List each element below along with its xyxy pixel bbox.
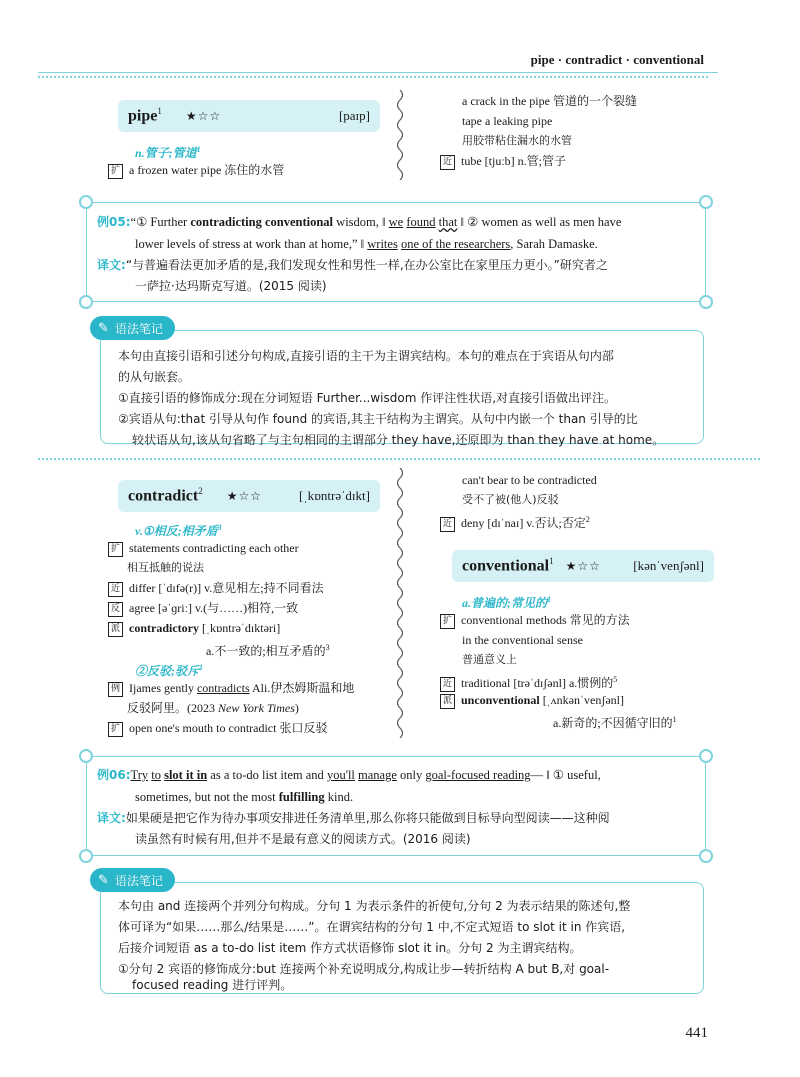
entry-box-conventional xyxy=(452,550,714,582)
example-phrase: a crack in the pipe 管道的一个裂缝 xyxy=(462,94,637,108)
entry-word: conventional$^1$ xyxy=(462,556,554,575)
translation-line: 一萨拉·达玛斯克写道。(2015 阅读) xyxy=(135,279,327,293)
extension-tag: 扩 xyxy=(440,614,455,629)
synonym-tag: 近 xyxy=(440,155,455,170)
frame-ornament xyxy=(79,749,93,763)
synonym-tag: 近 xyxy=(108,582,123,597)
frame-ornament xyxy=(79,295,93,309)
grammar-note-line: 的从句嵌套。 xyxy=(118,370,191,384)
column-divider xyxy=(395,468,405,738)
frame-ornament xyxy=(699,195,713,209)
pos-definition: ②反驳;驳斥$^1$ xyxy=(135,663,203,678)
derivative-tag: 派 xyxy=(440,694,455,709)
example-sentence-line: lower levels of stress at work than at home,” ‖ writes one of the researchers, Sarah Damaske. xyxy=(135,237,598,251)
example-translation: 用胶带粘住漏水的水管 xyxy=(462,134,572,147)
extension-tag: 扩 xyxy=(108,722,123,737)
example-sentence-line: 例06:Try to slot it in as a to-do list item and you'll manage only goal-focused reading— ‖ ① useful, xyxy=(97,768,601,782)
grammar-note-line: 后接介词短语 as a to-do list item 作方式状语修饰 slot it in。分句 2 为主谓宾结构。 xyxy=(118,941,582,955)
pos-definition: v.①相反;相矛盾$^3$ xyxy=(135,523,222,538)
pos-definition: n.管子;管道$^1$ xyxy=(135,145,201,160)
example-label: 例05: xyxy=(97,215,131,229)
phonetic: [kənˈvenʃənl] xyxy=(633,558,704,573)
synonym-line: 近 deny [dɪˈnaɪ] v.否认;否定$^2$ xyxy=(440,510,590,533)
extension-line: 扩 open one's mouth to contradict 张口反驳 xyxy=(108,718,327,738)
frame-ornament xyxy=(79,849,93,863)
grammar-note-line: 较状语从句,该从句省略了与主句相同的主谓部分 they have,还原即为 than they have at home。 xyxy=(132,433,665,447)
grammar-note-line: focused reading 进行评判。 xyxy=(132,978,293,992)
frame-ornament xyxy=(699,849,713,863)
extension-tag: 扩 xyxy=(108,164,123,179)
pen-icon: ✎ xyxy=(98,872,109,888)
translation-line: 读虽然有时候有用,但并不是最有意义的阅读方式。(2016 阅读) xyxy=(135,832,471,846)
header-rule xyxy=(38,72,718,73)
grammar-note-line: 本句由直接引语和引述分句构成,直接引语的主干为主谓宾结构。本句的难点在于宾语从句内部 xyxy=(118,349,614,363)
grammar-note-line: ①直接引语的修饰成分:现在分词短语 Further...wisdom 作评注性状语,对直接引语做出评注。 xyxy=(118,391,617,405)
column-divider xyxy=(395,90,405,180)
phonetic: [ˌkɒntrəˈdɪkt] xyxy=(298,488,370,503)
translation-label: 译文: xyxy=(97,258,126,272)
synonym-line: 近 differ [ˈdɪfə(r)] v.意见相左;持不同看法 xyxy=(108,578,324,598)
example-translation: 受不了被(他人)反驳 xyxy=(462,493,559,506)
antonym-tag: 反 xyxy=(108,602,123,617)
page-number: 441 xyxy=(685,1025,708,1041)
frequency-stars: ★☆☆ xyxy=(226,488,262,503)
example-phrase: can't bear to be contradicted xyxy=(462,473,597,487)
grammar-note-tab: ✎ 语法笔记 xyxy=(90,316,175,340)
grammar-note-line: ①分句 2 宾语的修饰成分:but 连接两个补充说明成分,构成让步—转折结构 A but B,对 goal- xyxy=(118,962,610,976)
example-sentence-line: 例05:“① Further contradicting conventional wisdom, ‖ we found that ‖ ② women as well as men have xyxy=(97,215,622,229)
entry-word: contradict$^2$ xyxy=(128,486,203,505)
translation-label: 译文: xyxy=(97,811,126,825)
frame-ornament xyxy=(699,749,713,763)
extension-translation: 相互抵触的说法 xyxy=(127,561,204,574)
frame-ornament xyxy=(79,195,93,209)
example-phrase: tape a leaking pipe xyxy=(462,114,553,128)
extension-tag: 扩 xyxy=(108,542,123,557)
entry-word: pipe$^1$ xyxy=(128,106,162,125)
grammar-note-line: 本句由 and 连接两个并列分句构成。分句 1 为表示条件的祈使句,分句 2 为表示结果的陈述句,整 xyxy=(118,899,631,913)
frame-ornament xyxy=(699,295,713,309)
derivative-meaning: a.不一致的;相互矛盾的$^3$ xyxy=(206,643,330,658)
grammar-note-line: ②宾语从句:that 引导从句作 found 的宾语,其主干结构为主谓宾。从句中内嵌一个 than 引导的比 xyxy=(118,412,638,426)
grammar-note-tab: ✎ 语法笔记 xyxy=(90,868,175,892)
antonym-line: 反 agree [əˈɡriː] v.(与……)相符,一致 xyxy=(108,598,298,618)
derivative-meaning: a.新奇的;不因循守旧的$^1$ xyxy=(553,715,677,730)
synonym-line: 近 traditional [trəˈdɪʃənl] a.惯例的$^5$ xyxy=(440,670,617,693)
example-label: 例06: xyxy=(97,768,131,782)
header-dotted-rule xyxy=(38,76,708,78)
synonym-tag: 近 xyxy=(440,677,455,692)
section-divider xyxy=(38,458,760,460)
running-header: pipe · contradict · conventional xyxy=(530,52,704,67)
synonym-tag: 近 xyxy=(440,517,455,532)
grammar-note-line: 体可译为“如果……那么/结果是……”。在谓宾结构的分句 1 中,不定式短语 to slot it in 作宾语, xyxy=(118,920,626,934)
synonym-line: 近 tube [tjuːb] n.管;管子 xyxy=(440,151,566,171)
extension-phrase: in the conventional sense xyxy=(462,633,583,647)
translation-line: 译文:“与普遍看法更加矛盾的是,我们发现女性和男性一样,在办公室比在家里压力更小。”研究者之 xyxy=(97,258,608,272)
extension-line: 扩 a frozen water pipe 冻住的水管 xyxy=(108,160,284,180)
derivative-tag: 派 xyxy=(108,622,123,637)
example-translation: 反驳阿里。(2023 New York Times) xyxy=(127,701,299,715)
example-tag: 例 xyxy=(108,682,123,697)
example-line: 例 Ijames gently contradicts Ali.伊杰姆斯温和地 xyxy=(108,678,354,698)
translation-line: 译文:如果硬是把它作为待办事项安排进任务清单里,那么你将只能做到目标导向型阅读——这种阅 xyxy=(97,811,610,825)
phonetic: [paɪp] xyxy=(338,108,370,123)
frequency-stars: ★☆☆ xyxy=(185,108,222,123)
pos-definition: a.普遍的;常见的$^1$ xyxy=(462,595,551,610)
pen-icon: ✎ xyxy=(98,320,109,336)
derivative-line: 派 contradictory [ˌkɒntrəˈdɪktəri] xyxy=(108,618,280,638)
example-sentence-line: sometimes, but not the most fulfilling kind. xyxy=(135,790,354,804)
entry-box-contradict xyxy=(118,480,380,512)
entry-box-pipe xyxy=(118,100,380,132)
derivative-line: 派 unconventional [ˌʌnkənˈvenʃənl] xyxy=(440,690,624,710)
extension-line: 扩 conventional methods 常见的方法 xyxy=(440,610,630,630)
extension-line: 扩 statements contradicting each other xyxy=(108,538,299,558)
extension-translation: 普通意义上 xyxy=(462,653,517,666)
frequency-stars: ★☆☆ xyxy=(565,558,601,573)
